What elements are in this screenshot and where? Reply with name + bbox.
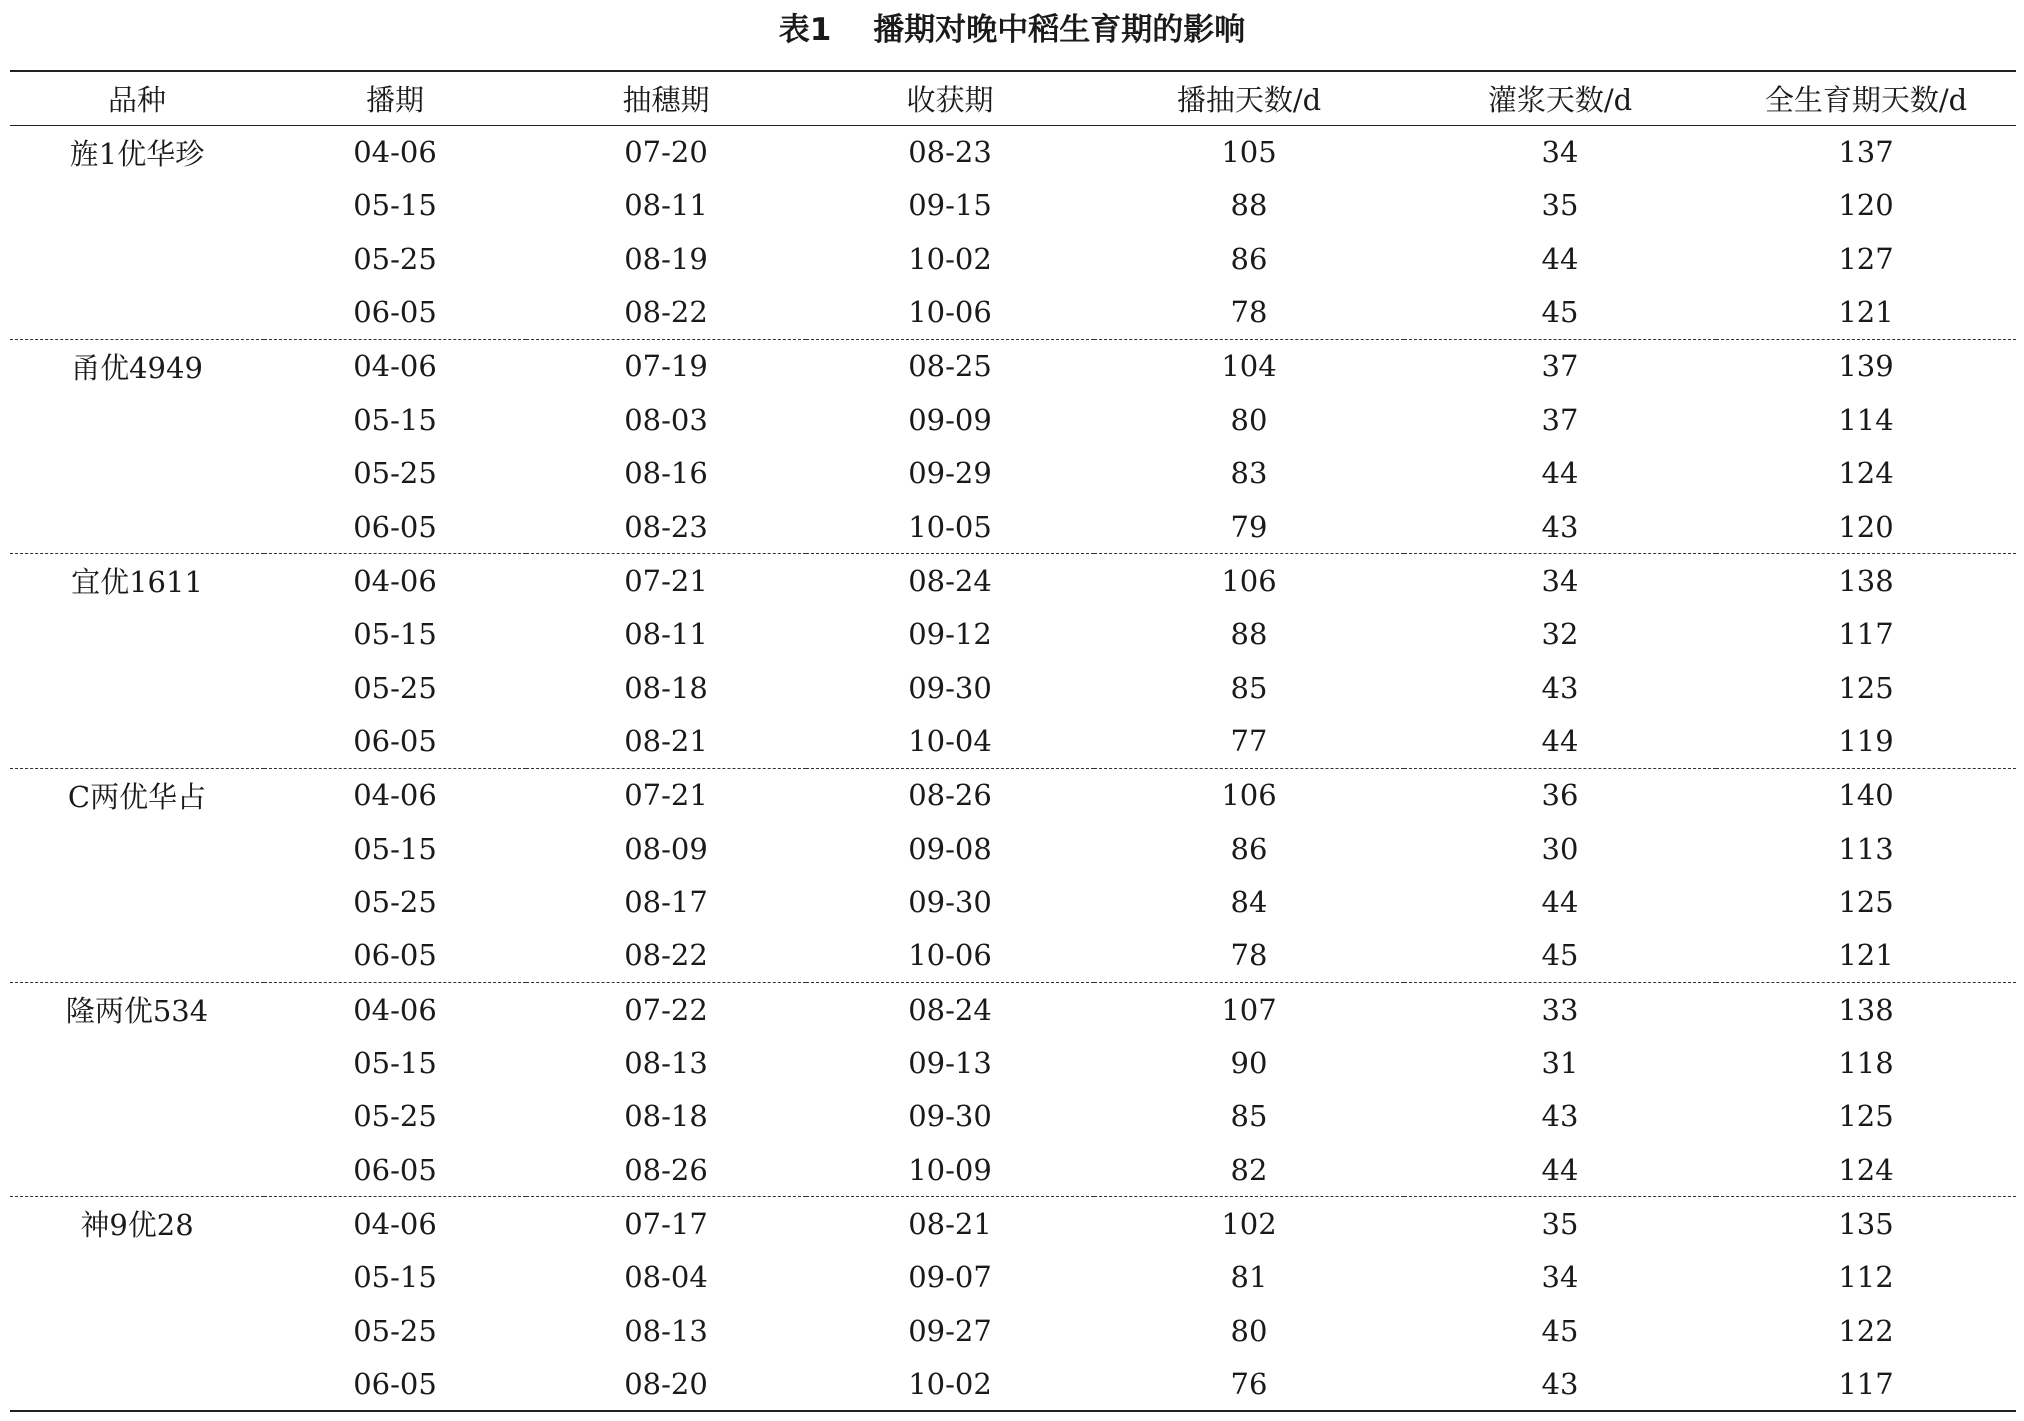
- table-body: [10, 125, 2016, 1411]
- heading-date-cell: 08-11: [624, 188, 708, 223]
- harvest-date-cell: 09-15: [908, 188, 992, 223]
- variety-cell: [10, 393, 264, 447]
- table-row: [10, 983, 2016, 1037]
- grain-filling-days-cell: 45: [1404, 286, 1716, 340]
- header-sowing-date: 播期: [264, 71, 526, 125]
- heading-date-cell: 07-21: [624, 778, 708, 813]
- sowing-date-cell: 05-25: [353, 241, 437, 276]
- sowing-date-cell: 05-25: [353, 885, 437, 920]
- growth-period-days-cell: 122: [1838, 1313, 1894, 1348]
- sowing-heading-days-cell: 79: [1094, 500, 1404, 554]
- harvest-date-cell: 09-29: [908, 456, 992, 491]
- sowing-date-cell: 06-05: [264, 1143, 526, 1197]
- grain-filling-days-cell: 34: [1541, 563, 1579, 598]
- sowing-heading-days-cell: 82: [1094, 1143, 1404, 1197]
- sowing-date-cell: 05-15: [353, 617, 437, 652]
- sowing-heading-days-cell: 76: [1094, 1358, 1404, 1412]
- grain-filling-days-cell: 32: [1541, 617, 1579, 652]
- sowing-date-cell: 05-15: [353, 402, 437, 437]
- harvest-date-cell: 10-02: [806, 1358, 1094, 1412]
- table-row: [10, 1090, 2016, 1144]
- sowing-heading-days-cell: 78: [1094, 286, 1404, 340]
- header-grain-filling-days: 灌浆天数/d: [1404, 71, 1716, 125]
- grain-filling-days-cell: 44: [1404, 715, 1716, 769]
- variety-cell: [10, 447, 264, 501]
- growth-period-days-cell: 120: [1838, 188, 1894, 223]
- harvest-date-cell: 08-25: [908, 349, 992, 384]
- growth-period-days-cell: 124: [1838, 456, 1894, 491]
- sowing-heading-days-cell: 85: [1230, 670, 1268, 705]
- table-row: [10, 286, 2016, 340]
- heading-date-cell: 07-17: [624, 1206, 708, 1241]
- variety-cell: C两优华占: [67, 779, 207, 814]
- table-row: [10, 125, 2016, 179]
- growth-period-days-cell: 140: [1838, 778, 1894, 813]
- sowing-heading-days-cell: 102: [1221, 1206, 1277, 1241]
- sowing-heading-days-cell: 88: [1230, 188, 1268, 223]
- growth-period-days-cell: 117: [1838, 617, 1894, 652]
- harvest-date-cell: 08-26: [908, 778, 992, 813]
- grain-filling-days-cell: 44: [1541, 456, 1579, 491]
- growth-period-days-cell: 113: [1838, 831, 1894, 866]
- table-row: [10, 1250, 2016, 1304]
- heading-date-cell: 08-17: [624, 885, 708, 920]
- variety-cell: [10, 232, 264, 286]
- growth-period-days-cell: 125: [1838, 1099, 1894, 1134]
- sowing-date-cell: 04-06: [353, 992, 437, 1027]
- sowing-date-cell: 05-25: [353, 456, 437, 491]
- heading-date-cell: 08-18: [624, 670, 708, 705]
- variety-cell: 旌1优华珍: [69, 136, 205, 171]
- growth-period-days-cell: 112: [1838, 1260, 1894, 1295]
- table-row: [10, 661, 2016, 715]
- variety-cell: [10, 1143, 264, 1197]
- growth-period-days-cell: 114: [1838, 402, 1894, 437]
- table-row: [10, 607, 2016, 661]
- variety-cell: [10, 1090, 264, 1144]
- heading-date-cell: 08-19: [624, 241, 708, 276]
- sowing-date-cell: 05-25: [353, 1099, 437, 1134]
- sowing-heading-days-cell: 105: [1221, 135, 1277, 170]
- variety-cell: [10, 1358, 264, 1412]
- grain-filling-days-cell: 45: [1541, 1313, 1579, 1348]
- harvest-date-cell: 10-09: [806, 1143, 1094, 1197]
- sowing-date-cell: 06-05: [264, 929, 526, 983]
- heading-date-cell: 08-22: [526, 286, 806, 340]
- heading-date-cell: 08-18: [624, 1099, 708, 1134]
- grain-filling-days-cell: 35: [1541, 1206, 1579, 1241]
- sowing-heading-days-cell: 106: [1221, 563, 1277, 598]
- grain-filling-days-cell: 31: [1541, 1045, 1579, 1080]
- sowing-heading-days-cell: 86: [1230, 241, 1268, 276]
- data-table-container: [10, 70, 2016, 1412]
- sowing-date-cell: 05-15: [353, 1045, 437, 1080]
- growth-period-days-cell: 125: [1838, 885, 1894, 920]
- sowing-heading-days-cell: 84: [1230, 885, 1268, 920]
- harvest-date-cell: 09-09: [908, 402, 992, 437]
- header-row: [10, 71, 2016, 125]
- table-row: [10, 1304, 2016, 1358]
- heading-date-cell: 08-11: [624, 617, 708, 652]
- variety-cell: [10, 1250, 264, 1304]
- grain-filling-days-cell: 34: [1541, 135, 1579, 170]
- table-title: 播期对晚中稻生育期的影响: [873, 12, 1246, 48]
- heading-date-cell: 08-22: [526, 929, 806, 983]
- sowing-heading-days-cell: 80: [1230, 1313, 1268, 1348]
- harvest-date-cell: 10-06: [806, 929, 1094, 983]
- variety-cell: [10, 875, 264, 929]
- harvest-date-cell: 09-27: [908, 1313, 992, 1348]
- table-row: [10, 500, 2016, 554]
- table-row: [10, 554, 2016, 608]
- heading-date-cell: 08-23: [526, 500, 806, 554]
- sowing-date-cell: 06-05: [264, 1358, 526, 1412]
- sowing-heading-days-cell: 88: [1230, 617, 1268, 652]
- sowing-date-cell: 05-15: [353, 831, 437, 866]
- growth-period-days-cell: 120: [1716, 500, 2016, 554]
- growth-period-days-cell: 124: [1716, 1143, 2016, 1197]
- sowing-heading-days-cell: 77: [1094, 715, 1404, 769]
- header-growth-period-days: 全生育期天数/d: [1716, 71, 2016, 125]
- harvest-date-cell: 09-30: [908, 885, 992, 920]
- heading-date-cell: 07-19: [624, 349, 708, 384]
- grain-filling-days-cell: 44: [1541, 885, 1579, 920]
- grain-filling-days-cell: 36: [1541, 778, 1579, 813]
- table-row: [10, 447, 2016, 501]
- variety-cell: [10, 286, 264, 340]
- sowing-heading-days-cell: 106: [1221, 778, 1277, 813]
- table-row: [10, 1197, 2016, 1251]
- table-number: 表1: [778, 12, 832, 48]
- harvest-date-cell: 09-30: [908, 670, 992, 705]
- variety-cell: [10, 715, 264, 769]
- growth-period-days-cell: 135: [1838, 1206, 1894, 1241]
- growth-period-days-cell: 127: [1838, 241, 1894, 276]
- sowing-heading-days-cell: 81: [1230, 1260, 1268, 1295]
- sowing-date-cell: 05-25: [353, 670, 437, 705]
- heading-date-cell: 08-16: [624, 456, 708, 491]
- table-row: [10, 875, 2016, 929]
- growth-period-days-cell: 117: [1716, 1358, 2016, 1412]
- header-sowing-heading-days: 播抽天数/d: [1094, 71, 1404, 125]
- table-header: [10, 71, 2016, 125]
- heading-date-cell: 07-22: [624, 992, 708, 1027]
- variety-cell: [10, 661, 264, 715]
- table-caption: [0, 6, 2024, 54]
- variety-cell: [10, 500, 264, 554]
- harvest-date-cell: 09-30: [908, 1099, 992, 1134]
- grain-filling-days-cell: 45: [1404, 929, 1716, 983]
- growth-period-days-cell: 118: [1838, 1045, 1894, 1080]
- variety-cell: [10, 1036, 264, 1090]
- variety-cell: 宜优1611: [71, 565, 203, 600]
- sowing-date-cell: 06-05: [264, 286, 526, 340]
- sowing-date-cell: 05-25: [353, 1313, 437, 1348]
- variety-cell: [10, 179, 264, 233]
- grain-filling-days-cell: 44: [1541, 241, 1579, 276]
- data-table: [10, 70, 2016, 1412]
- grain-filling-days-cell: 35: [1541, 188, 1579, 223]
- grain-filling-days-cell: 34: [1541, 1260, 1579, 1295]
- sowing-date-cell: 04-06: [353, 778, 437, 813]
- table-row: [10, 1036, 2016, 1090]
- table-row: [10, 929, 2016, 983]
- growth-period-days-cell: 121: [1716, 929, 2016, 983]
- table-row: [10, 715, 2016, 769]
- sowing-date-cell: 06-05: [264, 715, 526, 769]
- grain-filling-days-cell: 30: [1541, 831, 1579, 866]
- growth-period-days-cell: 139: [1838, 349, 1894, 384]
- growth-period-days-cell: 137: [1838, 135, 1894, 170]
- heading-date-cell: 07-21: [624, 563, 708, 598]
- heading-date-cell: 08-09: [624, 831, 708, 866]
- harvest-date-cell: 09-07: [908, 1260, 992, 1295]
- variety-cell: 神9优28: [80, 1208, 194, 1243]
- heading-date-cell: 08-21: [526, 715, 806, 769]
- sowing-date-cell: 04-06: [353, 1206, 437, 1241]
- header-variety: 品种: [10, 71, 264, 125]
- table-row: [10, 768, 2016, 822]
- header-heading-date: 抽穗期: [526, 71, 806, 125]
- table-row: [10, 179, 2016, 233]
- grain-filling-days-cell: 44: [1404, 1143, 1716, 1197]
- harvest-date-cell: 10-02: [908, 241, 992, 276]
- sowing-heading-days-cell: 86: [1230, 831, 1268, 866]
- harvest-date-cell: 08-24: [908, 992, 992, 1027]
- sowing-date-cell: 05-15: [353, 188, 437, 223]
- harvest-date-cell: 09-12: [908, 617, 992, 652]
- variety-cell: 隆两优534: [65, 994, 209, 1029]
- heading-date-cell: 08-04: [624, 1260, 708, 1295]
- header-harvest-date: 收获期: [806, 71, 1094, 125]
- sowing-date-cell: 04-06: [353, 563, 437, 598]
- sowing-date-cell: 04-06: [353, 349, 437, 384]
- growth-period-days-cell: 138: [1838, 992, 1894, 1027]
- table-row: [10, 1143, 2016, 1197]
- heading-date-cell: 08-13: [624, 1045, 708, 1080]
- sowing-heading-days-cell: 90: [1230, 1045, 1268, 1080]
- harvest-date-cell: 08-24: [908, 563, 992, 598]
- heading-date-cell: 07-20: [624, 135, 708, 170]
- heading-date-cell: 08-26: [526, 1143, 806, 1197]
- sowing-date-cell: 06-05: [264, 500, 526, 554]
- heading-date-cell: 08-03: [624, 402, 708, 437]
- grain-filling-days-cell: 43: [1541, 1099, 1579, 1134]
- variety-cell: [10, 1304, 264, 1358]
- grain-filling-days-cell: 43: [1404, 1358, 1716, 1412]
- harvest-date-cell: 09-13: [908, 1045, 992, 1080]
- growth-period-days-cell: 119: [1716, 715, 2016, 769]
- variety-cell: [10, 607, 264, 661]
- sowing-heading-days-cell: 85: [1230, 1099, 1268, 1134]
- sowing-heading-days-cell: 104: [1221, 349, 1277, 384]
- table-row: [10, 822, 2016, 876]
- harvest-date-cell: 08-23: [908, 135, 992, 170]
- sowing-heading-days-cell: 80: [1230, 402, 1268, 437]
- growth-period-days-cell: 138: [1838, 563, 1894, 598]
- table-row: [10, 1358, 2016, 1412]
- grain-filling-days-cell: 43: [1541, 670, 1579, 705]
- heading-date-cell: 08-20: [526, 1358, 806, 1412]
- growth-period-days-cell: 121: [1716, 286, 2016, 340]
- table-row: [10, 339, 2016, 393]
- harvest-date-cell: 10-06: [806, 286, 1094, 340]
- sowing-heading-days-cell: 83: [1230, 456, 1268, 491]
- grain-filling-days-cell: 37: [1541, 402, 1579, 437]
- grain-filling-days-cell: 33: [1541, 992, 1579, 1027]
- variety-cell: [10, 822, 264, 876]
- growth-period-days-cell: 125: [1838, 670, 1894, 705]
- sowing-date-cell: 04-06: [353, 135, 437, 170]
- table-row: [10, 232, 2016, 286]
- table-row: [10, 393, 2016, 447]
- sowing-heading-days-cell: 78: [1094, 929, 1404, 983]
- sowing-date-cell: 05-15: [353, 1260, 437, 1295]
- grain-filling-days-cell: 43: [1404, 500, 1716, 554]
- grain-filling-days-cell: 37: [1541, 349, 1579, 384]
- harvest-date-cell: 08-21: [908, 1206, 992, 1241]
- harvest-date-cell: 10-04: [806, 715, 1094, 769]
- variety-cell: 甬优4949: [71, 350, 203, 385]
- heading-date-cell: 08-13: [624, 1313, 708, 1348]
- harvest-date-cell: 09-08: [908, 831, 992, 866]
- variety-cell: [10, 929, 264, 983]
- sowing-heading-days-cell: 107: [1221, 992, 1277, 1027]
- harvest-date-cell: 10-05: [806, 500, 1094, 554]
